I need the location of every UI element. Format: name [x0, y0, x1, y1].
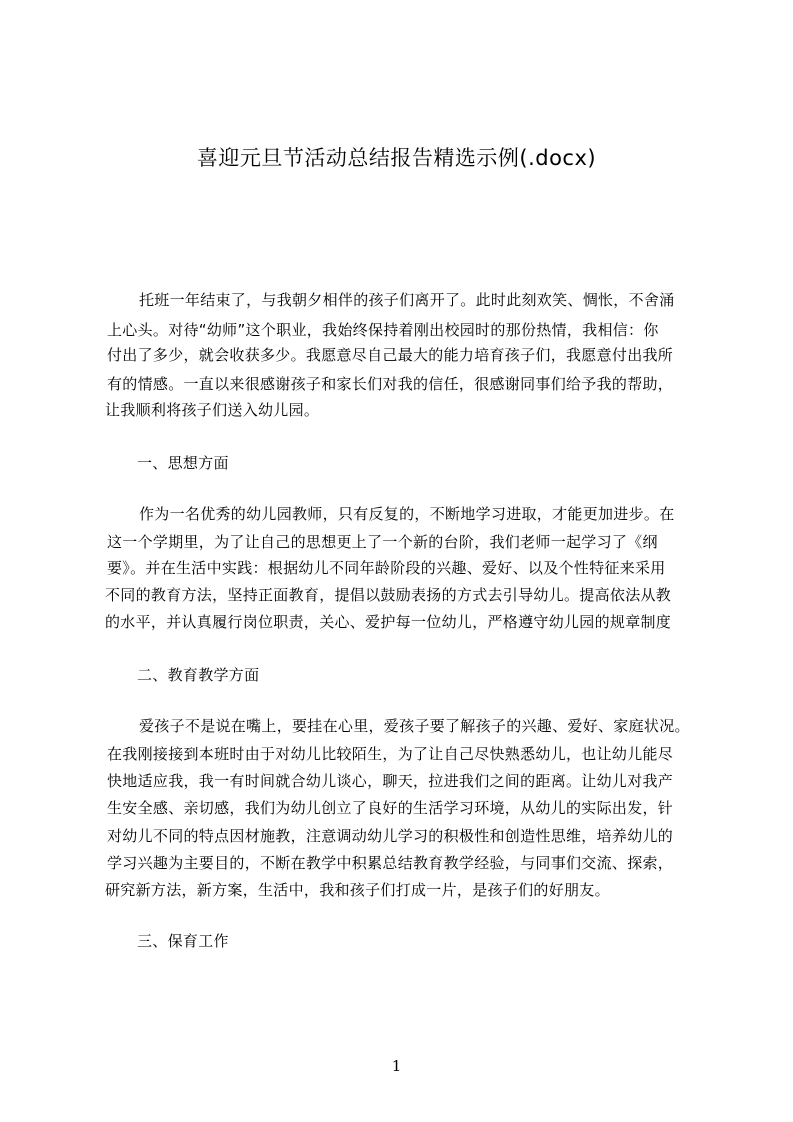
section-heading: 一、思想方面	[137, 454, 229, 472]
intro-line: 让我顺利将孩子们送入幼儿园。	[105, 401, 320, 419]
section2-line: 对幼儿不同的特点因材施教，注意调动幼儿学习的积极性和创造性思维，培养幼儿的	[107, 827, 674, 845]
section2-line: 学习兴趣为主要目的，不断在教学中积累总结教育教学经验，与同事们交流、探索，	[107, 854, 674, 872]
intro-line: 付出了多少，就会收获多少。我愿意尽自己最大的能力培育孩子们，我愿意付出我所	[107, 346, 674, 364]
section-heading: 二、教育教学方面	[137, 666, 260, 684]
section2-line: 生安全感、亲切感，我们为幼儿创立了良好的生活学习环境，从幼儿的实际出发，针	[107, 799, 674, 817]
intro-line: 托班一年结束了，与我朝夕相伴的孩子们离开了。此时此刻欢笑、惆怅，不舍涌	[139, 291, 675, 309]
section1-line: 不同的教育方法，坚持正面教育，提倡以鼓励表扬的方式去引导幼儿。提高依法从教	[105, 586, 672, 604]
section2-line: 快地适应我，我一有时间就合幼儿谈心，聊天，拉进我们之间的距离。让幼儿对我产	[107, 772, 674, 790]
section1-line: 作为一名优秀的幼儿园教师，只有反复的，不断地学习进取，才能更加进步。在	[139, 505, 675, 523]
section1-line: 这一个学期里，为了让自己的思想更上了一个新的台阶，我们老师一起学习了《纲	[107, 533, 658, 551]
section1-line: 的水平，并认真履行岗位职责，关心、爱护每一位幼儿，严格遵守幼儿园的规章制度	[105, 613, 672, 631]
page-number: 1	[391, 1057, 402, 1075]
intro-line: 有的情感。一直以来很感谢孩子和家长们对我的信任，很感谢同事们给予我的帮助，	[107, 375, 674, 393]
section2-line: 爱孩子不是说在嘴上，要挂在心里，爱孩子要了解孩子的兴趣、爱好、家庭状况。	[139, 717, 690, 735]
document-title: 喜迎元旦节活动总结报告精选示例(.docx)	[196, 146, 597, 170]
section1-line: 要》。并在生活中实践：根据幼儿不同年龄阶段的兴趣、爱好、以及个性特征来采用	[107, 559, 666, 577]
section-heading: 三、保育工作	[137, 932, 229, 950]
intro-line: 上心头。对待“幼师”这个职业，我始终保持着刚出校园时的那份热情，我相信：你	[107, 321, 659, 339]
section2-line: 研究新方法，新方案，生活中，我和孩子们打成一片，是孩子们的好朋友。	[105, 881, 610, 899]
section2-line: 在我刚接接到本班时由于对幼儿比较陌生，为了让自己尽快熟悉幼儿，也让幼儿能尽	[107, 745, 674, 763]
